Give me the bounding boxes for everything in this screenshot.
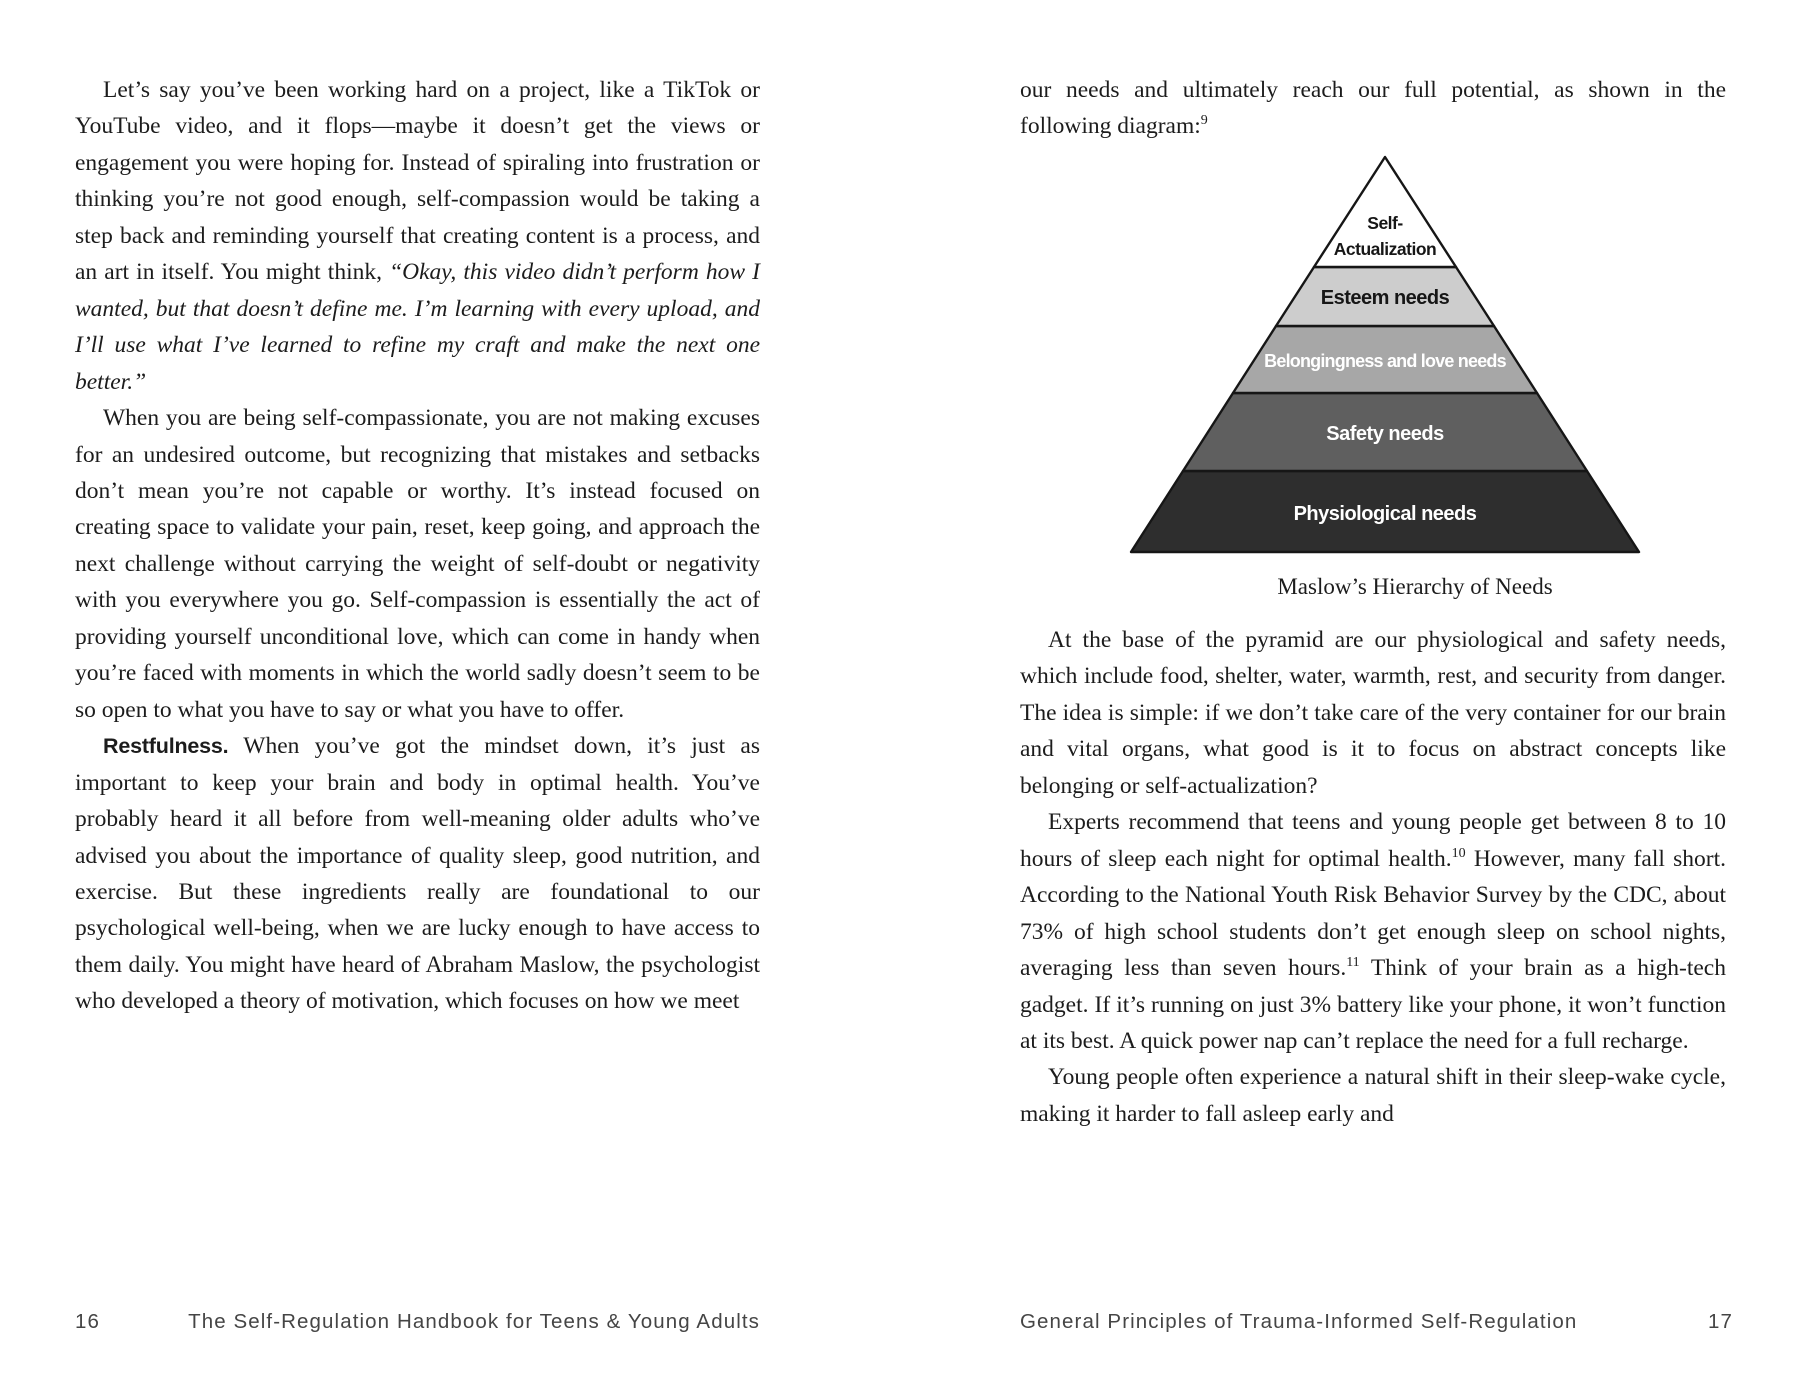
page-16-body	[75, 72, 760, 1020]
paragraph-diagram-intro	[1020, 72, 1726, 145]
pyramid-label-safety: Safety needs	[1326, 423, 1444, 445]
italic-inner-monologue-quote: “Okay, this video didn’t perform how I wanted, but that doesn’t define me. I’m learning with every upload, and I’ll use what I’ve learned to refine my craft and make the next one better.”	[75, 259, 760, 395]
paragraph-sleep-wake-cycle: Young people often experience a natural shift in their sleep-wake cycle, making it harder to fall asleep early and	[1020, 1064, 1726, 1127]
pyramid-label-physiological: Physiological needs	[1293, 503, 1477, 525]
running-footer-book-title: The Self-Regulation Handbook for Teens & Young Adults	[188, 1310, 760, 1333]
footnote-ref-10: 10	[1451, 845, 1466, 861]
pyramid-label-self-actualization-line1: Self-	[1367, 213, 1403, 233]
paragraph-text: Experts recommend that teens and young people get between 8 to 10 hours of sleep each night for optimal health.	[1020, 809, 1726, 872]
page-17-body	[1020, 622, 1726, 1132]
paragraph-self-compassion-meaning: When you are being self-compassionate, you are not making excuses for an undesired outcome, but recognizing that mistakes and setbacks don’t mean you’re not capable or worthy. It’s instead focused on creating space to validate your pain, reset, keep going, and approach the next challenge without carrying the weight of self-doubt or negativity with you everywhere you go. Self-compassion is essentially the act of providing yourself unconditional love, which can come in handy when you’re faced with moments in which the world sadly doesn’t seem to be so open to what you have to say or what you have to offer.	[75, 405, 760, 723]
paragraph-restfulness	[75, 728, 760, 1020]
paragraph-text: Let’s say you’ve been working hard on a project, like a TikTok or YouTube video, and it flops—maybe it doesn’t get the views or engagement you were hoping for. Instead of spiraling into frustration or thinking you’re not good enough, self-compassion would be taking a step back and reminding yourself that creating content is a process, and an art in itself. You might think,	[75, 77, 760, 286]
pyramid-label-self-actualization-line2: Actualization	[1333, 239, 1437, 259]
pyramid-label-belongingness: Belongingness and love needs	[1264, 351, 1506, 371]
paragraph-text: our needs and ultimately reach our full potential, as shown in the following diagram:	[1020, 77, 1726, 140]
maslow-pyramid-diagram	[1128, 154, 1642, 556]
paragraph-sleep-experts	[1020, 804, 1726, 1059]
paragraph-text: Think of your brain as a high-tech gadget. If it’s running on just 3% battery like your phone, it won’t function at its best. A quick power nap can’t replace the need for a full recharge.	[1020, 955, 1726, 1054]
paragraph-self-compassion-example	[75, 72, 760, 400]
paragraph-text: However, many fall short. According to the National Youth Risk Behavior Survey by the CDC, about 73% of high school students don’t get enough sleep on school nights, averaging less than seven hours.	[1020, 845, 1726, 982]
page-17-intro	[1020, 72, 1726, 145]
page-number-left: 16	[75, 1310, 101, 1333]
paragraph-text: When you’ve got the mindset down, it’s just as important to keep your brain and body in optimal health. You’ve probably heard it all before from well-meaning older adults who’ve advised you about the importance of quality sleep, good nutrition, and exercise. But these ingredients really are foundational to our psychological well-being, when we are lucky enough to have access to them daily. You might have heard of Abraham Maslow, the psychologist who developed a theory of motivation, which focuses on how we meet	[75, 733, 760, 1015]
footnote-ref-9: 9	[1200, 113, 1208, 129]
pyramid-caption: Maslow’s Hierarchy of Needs	[1277, 574, 1553, 599]
running-footer-chapter-title: General Principles of Trauma-Informed Self-Regulation	[1020, 1310, 1578, 1333]
page-number-right: 17	[1707, 1310, 1733, 1333]
paragraph-pyramid-base: At the base of the pyramid are our physiological and safety needs, which include food, shelter, water, warmth, rest, and security from danger. The idea is simple: if we don’t take care of the very container for our brain and vital organs, what good is it to focus on abstract concepts like belonging or self-actualization?	[1020, 627, 1726, 799]
restfulness-runin-heading: Restfulness.	[103, 734, 229, 759]
footnote-ref-11: 11	[1346, 955, 1360, 971]
pyramid-label-esteem: Esteem needs	[1320, 287, 1450, 309]
